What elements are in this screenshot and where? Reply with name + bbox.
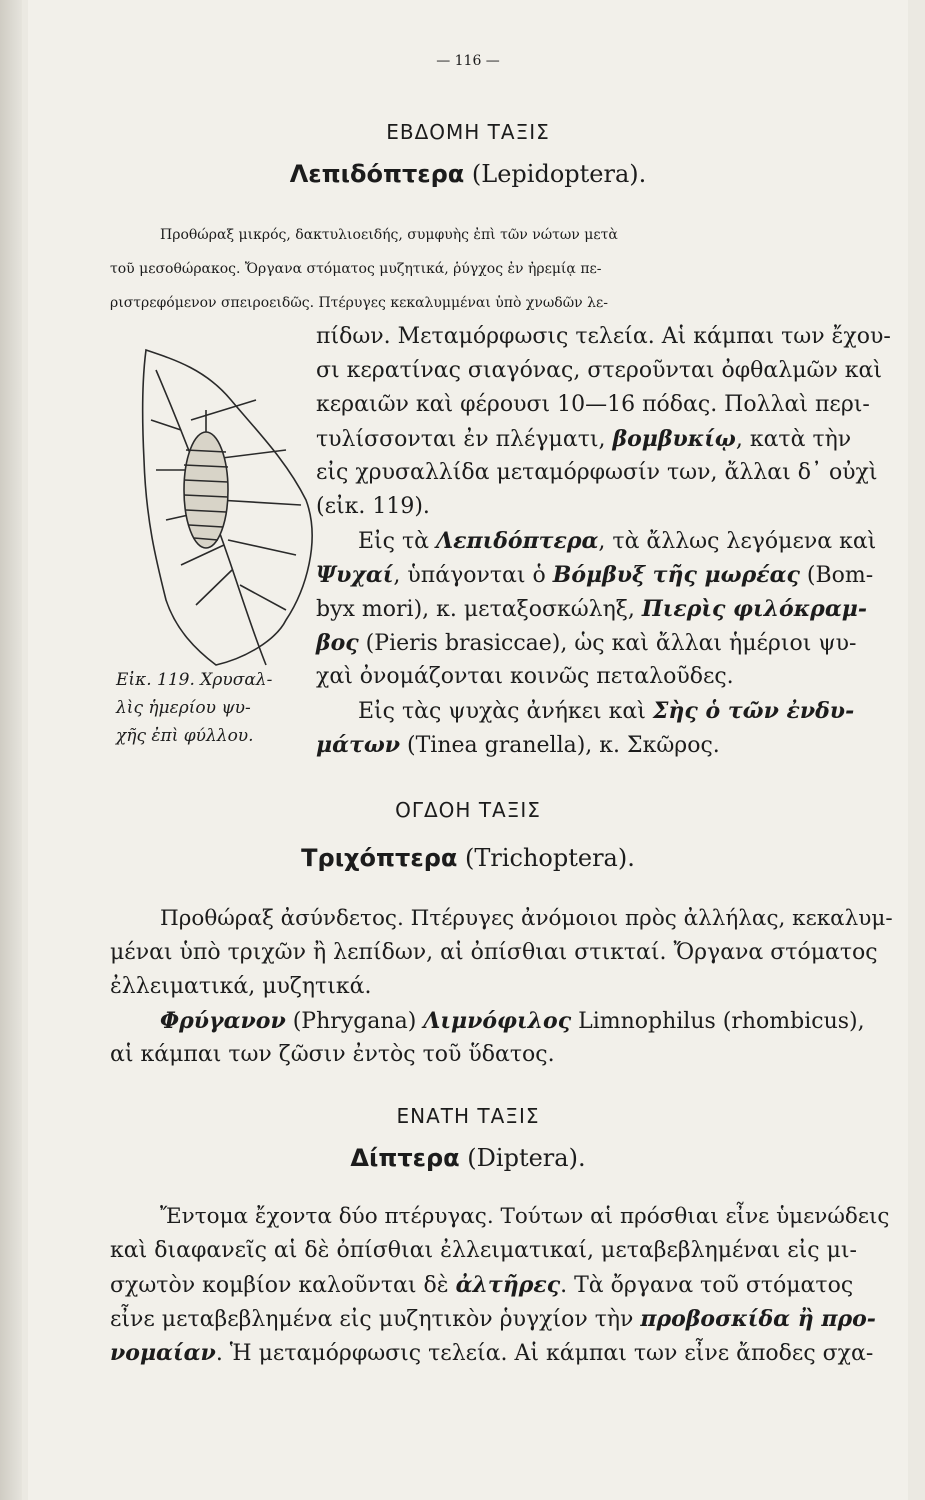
text-run: . Τὰ ὄργανα τοῦ στόματος	[560, 1273, 854, 1298]
text-run: , τὰ ἄλλως λεγόμενα καὶ	[598, 529, 877, 554]
text-run: Εἰς τὰς ψυχὰς ἀνήκει καὶ	[358, 699, 653, 724]
text-line	[316, 732, 720, 759]
book-page	[28, 0, 908, 1500]
text-line	[110, 1340, 873, 1367]
text-line: εἰς χρυσαλλίδα μεταμόρφωσίν των, ἄλλαι δ᾽ οὐχὶ	[316, 460, 878, 485]
term-psychai: Ψυχαί	[316, 562, 394, 588]
text-run: , ὑπάγονται ὁ	[393, 563, 553, 588]
term-lepidoptera: Λεπιδόπτερα	[436, 528, 599, 554]
section-8-heading: ΟΓΔΟΗ ΤΑΞΙΣ	[395, 798, 541, 822]
term-phryganon: Φρύγανον	[160, 1008, 286, 1034]
text-line: χαὶ ὀνομάζονται κοινῶς πεταλοῦδες.	[316, 664, 734, 689]
text-run: , κατὰ τὴν	[735, 427, 852, 452]
figure-caption-line: λὶς ἡμερίου ψυ-	[116, 698, 251, 718]
text-run: (Bom-	[799, 563, 874, 588]
section-7-title-latin: (Lepidoptera).	[464, 160, 647, 188]
text-line: καὶ διαφανεῖς αἱ δὲ ὀπίσθιαι ἐλλειματικαί, μεταβεβλημέναι εἰς μι-	[110, 1238, 857, 1263]
chrysalis-body	[184, 432, 228, 548]
text-line: Προθώραξ ἀσύνδετος. Πτέρυγες ἀνόμοιοι πρὸς ἀλλήλας, κεκαλυμ-	[160, 906, 893, 931]
text-line: κεραιῶν καὶ φέρουσι 10—16 πόδας. Πολλαὶ περι-	[316, 392, 870, 417]
text-line: σι κερατίνας σιαγόνας, στεροῦνται ὀφθαλμῶν καὶ	[316, 358, 883, 383]
section-9-title	[28, 1144, 908, 1172]
text-line: πίδων. Μεταμόρφωσις τελεία. Αἱ κάμπαι των ἔχου-	[316, 324, 891, 349]
term-bombykio: βομβυκίῳ	[612, 426, 736, 452]
text-run: . Ἡ μεταμόρφωσις τελεία. Αἱ κάμπαι των εἶνε ἄποδες σχα-	[215, 1341, 874, 1366]
text-line: Προθώραξ μικρός, δακτυλιοειδής, συμφυὴς ἐπὶ τῶν νώτων μετὰ	[160, 227, 618, 243]
text-run: εἶνε μεταβεβλημένα εἰς μυζητικὸν ῥυγχίον τὴν	[110, 1307, 641, 1332]
term-sis-cont: μάτων	[316, 732, 401, 758]
text-line: μέναι ὑπὸ τριχῶν ἢ λεπίδων, αἱ ὀπίσθιαι στικταί. Ὄργανα στόματος	[110, 940, 878, 965]
term-pieris: Πιερὶς φιλόκραμ-	[641, 596, 867, 622]
text-run: Εἰς τὰ	[358, 529, 437, 554]
text-run: byx mori), κ. μεταξοσκώληξ,	[316, 597, 642, 622]
text-run: σχωτὸν κομβίον καλοῦνται δὲ	[110, 1273, 456, 1298]
text-line	[358, 528, 876, 555]
text-line	[110, 1306, 876, 1333]
chrysalis-on-leaf-figure	[136, 340, 326, 670]
text-line: Ἔντομα ἔχοντα δύο πτέρυγας. Τούτων αἱ πρόσθιαι εἶνε ὑμενώδεις	[160, 1204, 890, 1229]
section-9-heading: ΕΝΑΤΗ ΤΑΞΙΣ	[396, 1104, 540, 1128]
book-spine-shadow	[0, 0, 22, 1500]
section-7-title-greek: Λεπιδόπτερα	[289, 160, 465, 188]
text-run: (Phrygana)	[285, 1009, 424, 1034]
section-9-title-greek: Δίπτερα	[350, 1144, 460, 1172]
text-line	[316, 562, 873, 589]
text-run: (Pieris brasiccae), ὡς καὶ ἄλλαι ἡμέριοι ψυ-	[358, 631, 857, 656]
section-7-title	[28, 160, 908, 188]
text-run: (Tinea granella), κ. Σκῶρος.	[400, 733, 720, 758]
term-pieris-cont: βος	[316, 630, 359, 656]
text-line	[160, 1008, 865, 1035]
section-9-title-latin: (Diptera).	[459, 1144, 586, 1172]
section-8-title	[28, 844, 908, 872]
text-line: τοῦ μεσοθώρακος. Ὄργανα στόματος μυζητικά, ῥύγχος ἐν ἠρεμίᾳ πε-	[110, 261, 602, 277]
term-alteres: ἀλτῆρες	[455, 1272, 561, 1298]
text-line	[110, 1272, 853, 1299]
text-line	[316, 630, 856, 657]
figure-caption-line: χῆς ἐπὶ φύλλου.	[116, 726, 254, 746]
text-line	[358, 698, 854, 725]
text-run: Limnophilus (rhombicus),	[571, 1009, 865, 1034]
text-line: (εἰκ. 119).	[316, 494, 430, 519]
term-bombyx: Βόμβυξ τῆς μωρέας	[552, 562, 800, 588]
text-line: ἐλλειματικά, μυζητικά.	[110, 974, 372, 999]
figure-caption-line: Εἰκ. 119. Χρυσαλ-	[116, 670, 273, 690]
term-sis: Σὴς ὁ τῶν ἐνδυ-	[652, 698, 855, 724]
text-run: τυλίσσονται ἐν πλέγματι,	[316, 427, 613, 452]
term-proboskida: προβοσκίδα ἢ προ-	[640, 1306, 876, 1332]
text-line	[316, 426, 851, 453]
text-line: ριστρεφόμενον σπειροειδῶς. Πτέρυγες κεκαλυμμέναι ὑπὸ χνωδῶν λε-	[110, 295, 608, 311]
section-7-heading: ΕΒΔΟΜΗ ΤΑΞΙΣ	[386, 120, 550, 144]
section-8-title-greek: Τριχόπτερα	[301, 844, 458, 872]
section-8-title-latin: (Trichoptera).	[457, 844, 635, 872]
term-pronomaian: νομαίαν	[110, 1340, 216, 1366]
text-line	[316, 596, 867, 623]
page-number: — 116 —	[436, 53, 500, 69]
term-limnophilos: Λιμνόφιλος	[423, 1008, 572, 1034]
text-line: αἱ κάμπαι των ζῶσιν ἐντὸς τοῦ ὕδατος.	[110, 1042, 555, 1067]
